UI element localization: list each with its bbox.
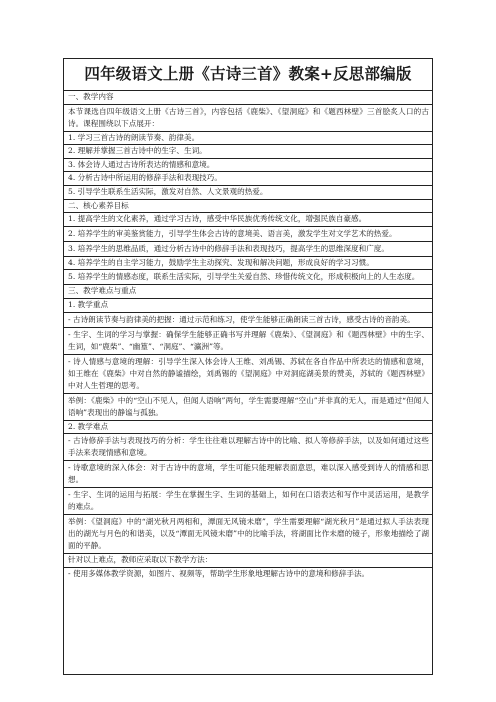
list-item: 1. 提高学生的文化素养，通过学习古诗，感受中华民族优秀传统文化，增强民族自豪感。 (64, 213, 432, 227)
list-item: 2. 培养学生的审美鉴赏能力，引导学生体会古诗的意境美、语言美，激发学生对文学艺术的热爱。 (64, 227, 432, 242)
section-heading-goals: 二、核心素养目标 (64, 200, 432, 214)
example-paragraph: 举例：《鹿柴》中的“空山不见人，但闻人语响”两句，学生需要理解“空山”并非真的无人，而是通过“但闻人语响”表现出的静谧与孤独。 (64, 394, 432, 421)
list-item: - 古诗修辞手法与表现技巧的分析：学生往往难以理解古诗中的比喻、拟人等修辞手法，以及如何通过这些手法来表现情感和意境。 (64, 434, 432, 461)
list-item: - 古诗朗读节奏与韵律美的把握：通过示范和练习，使学生能够正确朗读三首古诗，感受古诗的音韵美。 (64, 313, 432, 328)
content-paragraph: 针对以上难点，教师应采取以下教学方法： (64, 554, 432, 568)
section-heading-focus: 三、教学难点与重点 (64, 285, 432, 299)
content-paragraph: 本节课选自四年级语文上册《古诗三首》，内容包括《鹿柴》、《望洞庭》和《题西林壁》三首脍炙人口的古诗。课程围绕以下点展开： (64, 105, 432, 132)
list-item: 2. 理解并掌握三首古诗中的生字、生词。 (64, 145, 432, 159)
list-item: - 生字、生词的学习与掌握：确保学生能够正确书写并理解《鹿柴》、《望洞庭》和《题西林壁》中的生字、生词，如“鹿柴”、“幽篁”、“洞庭”、“瀛洲”等。 (64, 328, 432, 355)
subsection-heading: 2. 教学难点 (64, 421, 432, 435)
list-item: - 诗歌意境的深入体会：对于古诗中的意境，学生可能只能理解表面意思，难以深入感受到诗人的情感和思想。 (64, 461, 432, 488)
list-item: - 使用多媒体教学资源，如图片、视频等，帮助学生形象地理解古诗中的意境和修辞手法。 (68, 568, 370, 578)
example-paragraph: 举例：《望洞庭》中的“湖光秋月两相和，潭面无风镜未磨”，学生需要理解“湖光秋月”是通过拟人手法表现出的湖光与月色的和谐美，以及“潭面无风镜未磨”中的比喻手法，将湖面比作未磨的镜子，形象地描绘了湖面的平静。 (64, 515, 432, 554)
section-heading-content: 一、教学内容 (64, 91, 432, 105)
list-item: - 诗人情感与意境的理解：引导学生深入体会诗人王维、刘禹锡、苏轼在各自作品中所表达的情感和意境，如王维在《鹿柴》中对自然的静谧描绘，刘禹锡的《望洞庭》中对洞庭湖美景的赞美，苏轼的《题西林壁》中对人生哲理的思考。 (64, 355, 432, 394)
title-cell (64, 59, 432, 91)
subsection-heading: 1. 教学重点 (64, 299, 432, 313)
page-title: 四年级语文上册《古诗三首》教案+反思部编版 (84, 65, 412, 83)
list-item: - 生字、生词的运用与拓展：学生在掌握生字、生词的基础上，如何在口语表达和写作中灵活运用，是教学的难点。 (64, 488, 432, 515)
list-item: 4. 培养学生的自主学习能力，鼓励学生主动探究、发现和解决问题，形成良好的学习习惯。 (64, 257, 432, 271)
lesson-plan-table (63, 58, 433, 675)
list-item: 4. 分析古诗中所运用的修辞手法和表现技巧。 (64, 172, 432, 186)
list-item: 3. 体会诗人通过古诗所表达的情感和意境。 (64, 159, 432, 173)
list-item: 3. 培养学生的思维品质，通过分析古诗中的修辞手法和表现技巧，提高学生的思维深度和广度。 (64, 242, 432, 257)
list-item: 5. 培养学生的情感态度，联系生活实际，引导学生关爱自然、珍惜传统文化，形成积极向上的人生态度。 (64, 270, 432, 285)
list-item: 5. 引导学生联系生活实际，激发对自然、人文景观的热爱。 (64, 186, 432, 200)
list-item: 1. 学习三首古诗的朗读节奏、韵律美。 (64, 132, 432, 146)
